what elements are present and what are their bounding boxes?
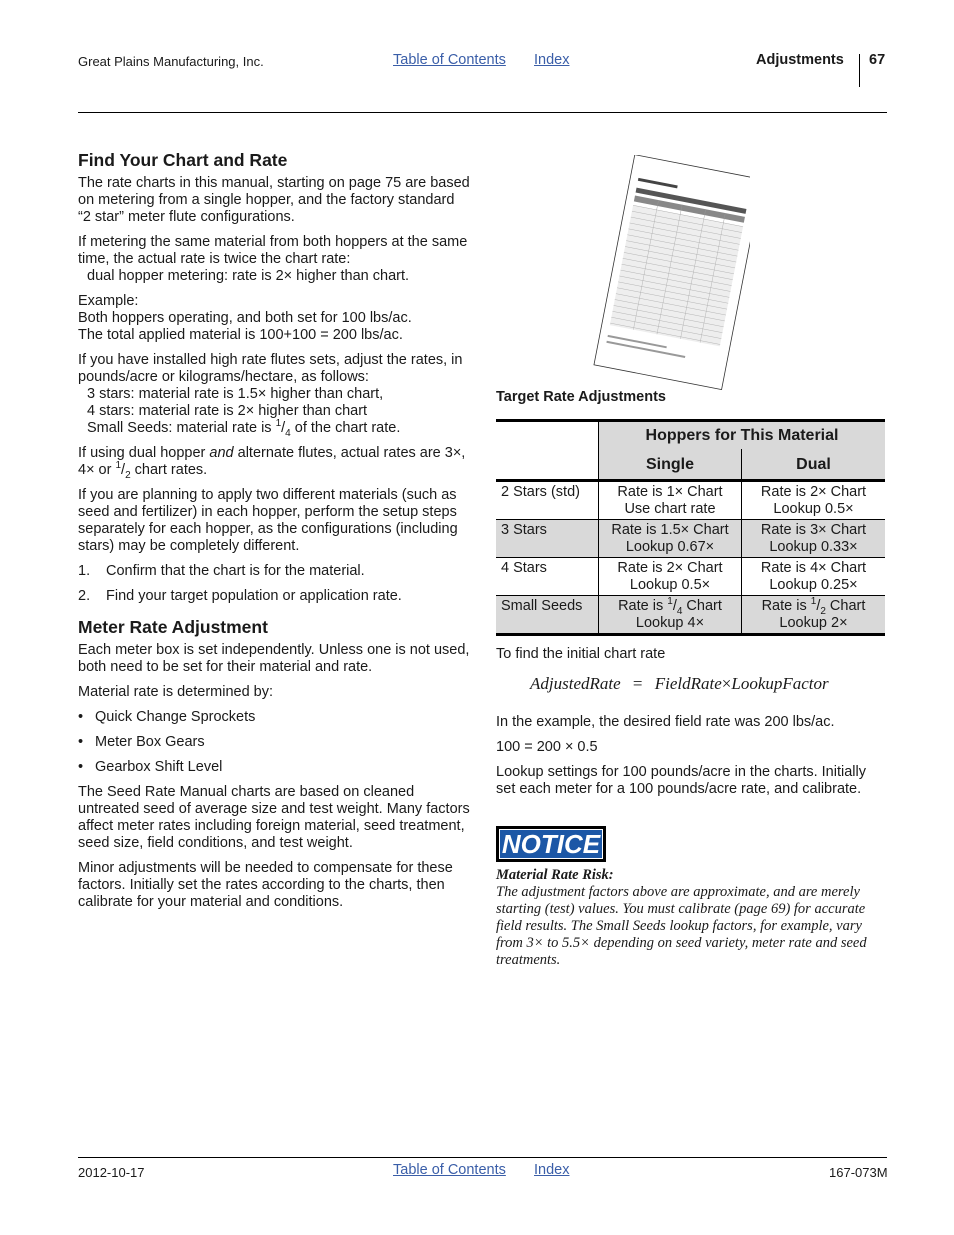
formula-equals: = [632, 674, 643, 693]
fraction-denominator: 4 [285, 427, 291, 439]
bullet-icon: • [78, 759, 84, 775]
paragraph-text: If you have installed high rate flutes sets, adjust the rates, in pounds/acre or kilograms/hectare, as follows: [78, 352, 463, 385]
formula-field-rate: FieldRate [654, 674, 722, 693]
step-item [78, 563, 470, 580]
cell-line: Rate is 4× Chart [760, 560, 867, 576]
rate-adjustment-table [496, 419, 885, 636]
cell-line: Lookup 0.67× [625, 539, 715, 555]
paragraph: In the example, the desired field rate was 200 lbs/ac. [496, 714, 835, 730]
indented-line: 4 stars: material rate is 2× higher than chart [87, 403, 368, 419]
indented-line: 3 stars: material rate is 1.5× higher than chart, [87, 386, 384, 402]
formula-lhs: AdjustedRate [530, 674, 621, 693]
find-chart-heading: Find Your Chart and Rate [78, 150, 288, 170]
right-text-block [496, 714, 886, 798]
fraction-slash: / [121, 462, 126, 478]
fraction-denominator: 4 [676, 605, 683, 617]
fraction-numerator: 1 [667, 596, 673, 608]
header-divider [859, 54, 860, 87]
cell-line: Lookup 2× [779, 615, 848, 631]
notice-text [496, 867, 888, 969]
formula-lookup-factor: LookupFactor [731, 674, 829, 693]
step-number: 1. [78, 563, 91, 579]
paragraph: Each meter box is set independently. Unless one is not used, both need to be set for their material and rate. [78, 642, 470, 675]
table-group-header: Hoppers for This Material [599, 421, 886, 450]
table-row-label: 2 Stars (std) [501, 484, 580, 500]
paragraph [78, 445, 470, 479]
text: chart rates. [130, 462, 208, 478]
table-cell [742, 520, 886, 558]
fraction-slash: / [816, 598, 821, 614]
fraction-numerator: 1 [810, 596, 817, 608]
table-cell [599, 558, 742, 596]
header-section-title: Adjustments [756, 52, 844, 68]
paragraph: The rate charts in this manual, starting on page 75 are based on metering from a single hopper, and the factory standard “2 star” meter flute configurations. [78, 175, 470, 225]
table-row-label: 4 Stars [501, 560, 547, 576]
paragraph: Lookup settings for 100 pounds/acre in the charts. Initially set each meter for a 100 pounds/acre rate, and calibrate. [496, 764, 866, 797]
header-toc-link[interactable]: Table of Contents [393, 52, 506, 68]
emphasis: and [209, 445, 234, 461]
footer-date: 2012-10-17 [78, 1165, 145, 1180]
cell-line: Lookup 0.25× [769, 577, 858, 593]
formula-times: × [721, 674, 732, 693]
rate-formula [530, 675, 829, 692]
table-row-label: Small Seeds [501, 598, 583, 614]
line-text: Small Seeds: material rate is [87, 420, 276, 436]
cell-line: Rate is 2× Chart [760, 484, 867, 500]
list-item-text: Quick Change Sprockets [95, 709, 256, 725]
bullet-icon: • [78, 734, 84, 750]
fraction-slash: / [672, 598, 677, 614]
list-item [78, 709, 470, 726]
table-corner [496, 421, 599, 450]
example-block [78, 293, 470, 344]
list-item [78, 734, 470, 751]
cell-line: Lookup 4× [635, 615, 705, 631]
table-cell [742, 558, 886, 596]
calculation: 100 = 200 × 0.5 [496, 739, 598, 755]
cell-line: Rate is 2× Chart [617, 560, 723, 576]
list-item [78, 759, 470, 776]
text: alternate flutes, actual rates are 3×, 4× or [78, 445, 466, 478]
header-company: Great Plains Manufacturing, Inc. [78, 54, 264, 69]
fraction-numerator: 1 [275, 418, 282, 430]
cell-line: Rate is 3× Chart [760, 522, 867, 538]
meter-rate-heading: Meter Rate Adjustment [78, 617, 268, 637]
step-text: Find your target population or application rate. [106, 588, 402, 604]
fraction-denominator: 2 [125, 469, 131, 481]
table-corner [496, 449, 599, 481]
footer-doc-number: 167-073M [829, 1165, 888, 1180]
cell-text: Chart [682, 598, 722, 614]
figure-caption: Target Rate Adjustments [496, 389, 666, 405]
table-col-single: Single [599, 449, 742, 481]
list-item-text: Gearbox Shift Level [95, 759, 223, 775]
cell-text: Chart [825, 598, 866, 614]
table-col-dual: Dual [742, 449, 886, 481]
paragraph: Material rate is determined by: [78, 684, 274, 700]
paragraph: The Seed Rate Manual charts are based on cleaned untreated seed of average size and test weight. Many factors affect meter rates including foreign material, seed treatment, seed size, field conditions, and test weight. [78, 784, 470, 851]
list-item-text: Meter Box Gears [95, 734, 205, 750]
page-number: 67 [869, 52, 886, 68]
table-cell [599, 596, 742, 635]
cell-line: Rate is 1.5× Chart [611, 522, 729, 538]
footer-rule [78, 1157, 887, 1158]
step-text: Confirm that the chart is for the material. [106, 563, 365, 579]
notice-label: NOTICE [499, 829, 603, 859]
text: If using dual hopper [78, 445, 210, 461]
cell-line: Rate is 1× Chart [617, 484, 723, 500]
rate-chart-thumbnail [585, 155, 750, 390]
bullet-icon: • [78, 709, 84, 725]
header-index-link[interactable]: Index [534, 52, 570, 68]
step-item [78, 588, 470, 605]
paragraph [78, 352, 470, 437]
table-row-label: 3 Stars [501, 522, 547, 538]
cell-line [618, 596, 722, 617]
step-number: 2. [78, 588, 91, 604]
left-column [78, 150, 470, 919]
table-cell [599, 481, 742, 520]
example-line: The total applied material is 100+100 = 200 lbs/ac. [78, 327, 403, 343]
indented-line: dual hopper metering: rate is 2× higher than chart. [87, 268, 410, 284]
fraction-denominator: 2 [820, 605, 826, 617]
example-line: Both hoppers operating, and both set for 100 lbs/ac. [78, 310, 412, 326]
header-rule [78, 112, 887, 113]
cell-line: Lookup 0.5× [629, 577, 711, 593]
cell-text: Rate is [618, 598, 668, 614]
find-initial-text: To find the initial chart rate [496, 646, 666, 662]
paragraph: If you are planning to apply two different materials (such as seed and fertilizer) in each hopper, perform the setup steps separately for each hopper, as the configurations (including stars) may be completely different. [78, 487, 458, 554]
line-text: of the chart rate. [290, 420, 401, 436]
paragraph: Minor adjustments will be needed to compensate for these factors. Initially set the rates according to the charts, then calibrate for your material and conditions. [78, 860, 453, 910]
notice-badge [496, 826, 606, 862]
footer-index-link[interactable]: Index [534, 1162, 570, 1178]
cell-line: Lookup 0.5× [773, 501, 854, 517]
indented-line [78, 418, 401, 439]
table-cell [742, 596, 886, 635]
cell-line [761, 596, 866, 617]
fraction-numerator: 1 [115, 460, 122, 472]
paragraph-text: If metering the same material from both hoppers at the same time, the actual rate is twice the chart rate: [78, 234, 468, 267]
cell-text: Rate is [761, 598, 811, 614]
table-cell [742, 481, 886, 520]
notice-body: The adjustment factors above are approximate, and are merely starting (test) values. You must calibrate (page 69) for accurate field results. The Small Seeds lookup factors, for example, vary from 3× to 5.5× depending on seed variety, meter rate and seed treatments. [496, 884, 867, 968]
table-cell [599, 520, 742, 558]
cell-line: Lookup 0.33× [769, 539, 858, 555]
fraction-slash: / [281, 420, 286, 436]
example-label: Example: [78, 293, 139, 309]
notice-title: Material Rate Risk: [496, 867, 614, 883]
cell-line: Use chart rate [624, 501, 716, 517]
paragraph [78, 234, 470, 285]
footer-toc-link[interactable]: Table of Contents [393, 1162, 506, 1178]
